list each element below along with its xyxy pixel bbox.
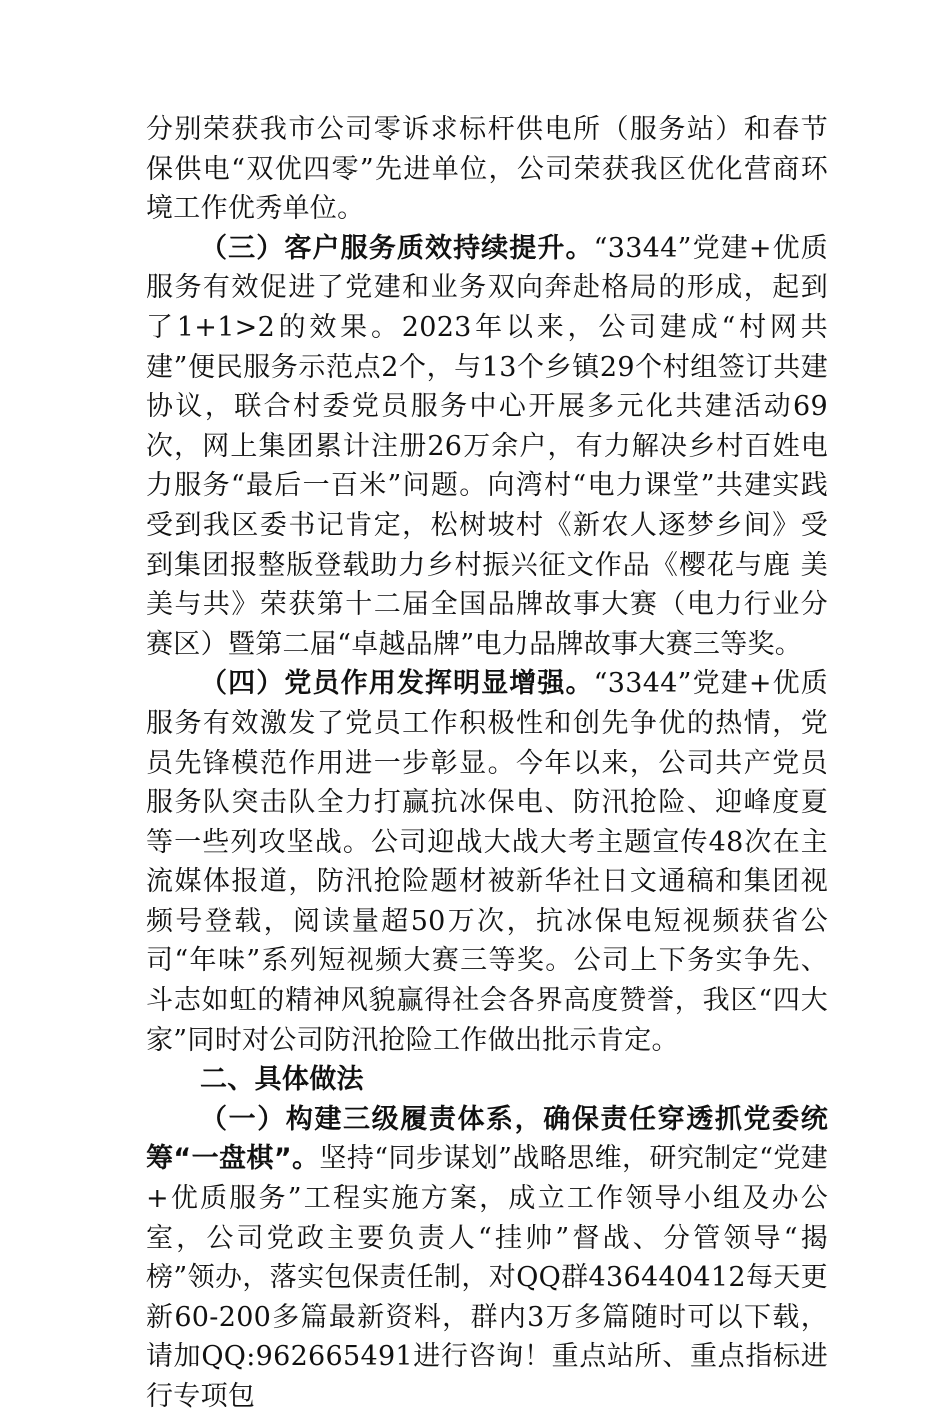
document-page <box>146 110 828 1417</box>
section-heading-customer-service: （三）客户服务质效持续提升。 <box>200 232 594 264</box>
paragraph-party-members <box>146 664 828 1060</box>
paragraph-customer-service <box>146 229 828 665</box>
section-title-practices-text: 二、具体做法 <box>200 1064 364 1096</box>
paragraph-awards-text: 分别荣获我市公司零诉求标杆供电所（服务站）和春节保供电“双优四零”先进单位，公司荣获我区优化营商环境工作优秀单位。 <box>146 114 828 225</box>
paragraph-awards <box>146 110 828 229</box>
paragraph-party-members-text: “3344”党建+优质服务有效激发了党员工作积极性和创先争优的热情，党员先锋模范作用进一步彰显。今年以来，公司共产党员服务队突击队全力打赢抗冰保电、防汛抢险、迎峰度夏等一些列攻坚战。公司迎战大战大考主题宣传48次在主流媒体报道，防汛抢险题材被新华社日文通稿和集团视频号登载，阅读量超50万次，抗冰保电短视频获省公司“年味”系列短视频大赛三等奖。公司上下务实争先、斗志如虹的精神风貌赢得社会各界高度赞誉，我区“四大家”同时对公司防汛抢险工作做出批示肯定。 <box>146 668 828 1056</box>
paragraph-customer-service-text: “3344”党建+优质服务有效促进了党建和业务双向奔赴格局的形成，起到了1+1>2的效果。2023年以来，公司建成“村网共建”便民服务示范点2个，与13个乡镇29个村组签订共建协议，联合村委党员服务中心开展多元化共建活动69次，网上集团累计注册26万余户，有力解决乡村百姓电力服务“最后一百米”问题。向湾村“电力课堂”共建实践受到我区委书记肯定，松树坡村《新农人逐梦乡间》受到集团报整版登载助力乡村振兴征文作品《樱花与鹿 美美与共》荣获第十二届全国品牌故事大赛（电力行业分赛区）暨第二届“卓越品牌”电力品牌故事大赛三等奖。 <box>146 232 828 660</box>
section-title-practices <box>146 1060 828 1100</box>
paragraph-responsibility-system-text: 坚持“同步谋划”战略思维，研究制定“党建+优质服务”工程实施方案，成立工作领导小组及办公室，公司党政主要负责人“挂帅”督战、分管领导“揭榜”领办，落实包保责任制，对QQ群436440412每天更新60-200多篇最新资料，群内3万多篇随时可以下载，请加QQ:962665491进行咨询！重点站所、重点指标进行专项包 <box>146 1143 828 1412</box>
section-heading-party-members: （四）党员作用发挥明显增强。 <box>200 668 594 700</box>
section-heading-responsibility-system: （一）构建三级履责体系，确保责任穿透抓党委统筹“一盘棋”。 <box>146 1103 828 1175</box>
paragraph-responsibility-system <box>146 1100 828 1417</box>
